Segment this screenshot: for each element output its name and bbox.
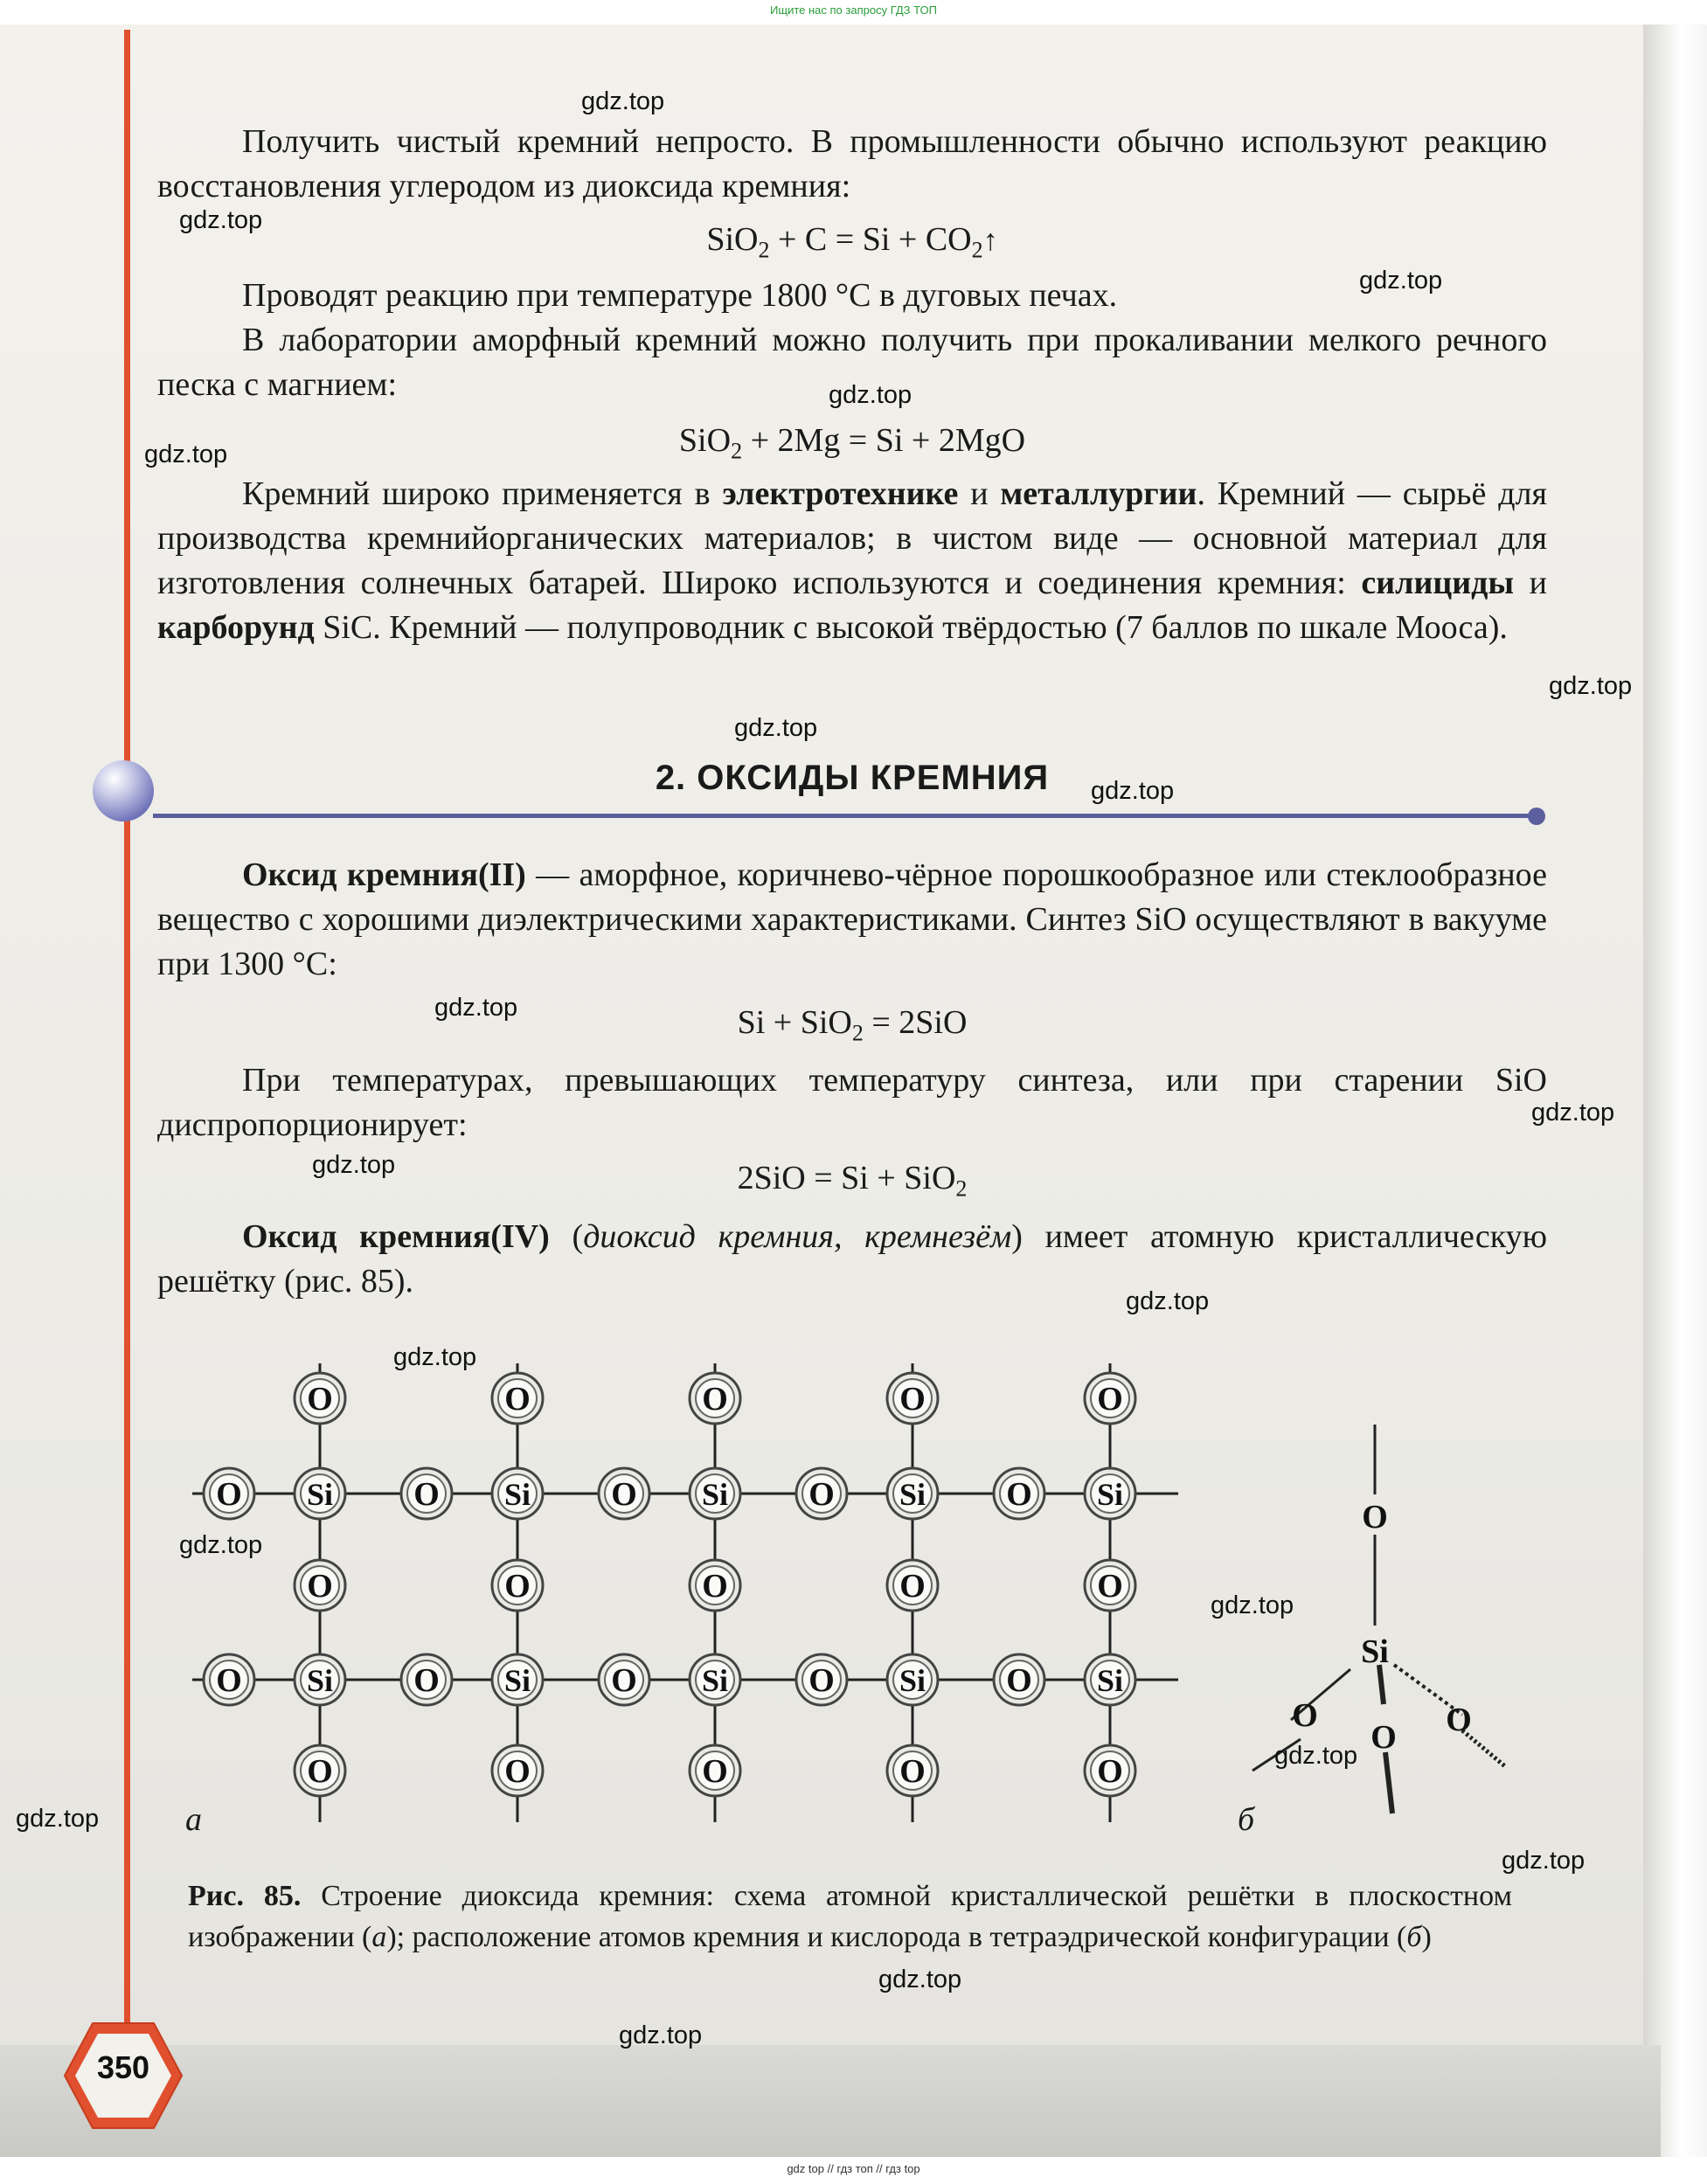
silicon-atom-label: Si <box>1096 1477 1124 1512</box>
watermark: gdz.top <box>179 206 263 234</box>
silicon-atom-label: Si <box>306 1477 334 1512</box>
intro-paragraph-4: Кремний широко применяется в электротехнике и металлургии. Кремний — сырьё для производства кремнийорганических материалов; в чистом виде — основной материал для изготовления солнечных батарей. Широко используются и соединения кремния: силициды и карборунд SiC. Кремний — полупроводник с высокой твёрдостью (7 баллов по шкале Мооса). <box>157 475 1547 646</box>
silicon-atom-label: Si <box>503 1663 531 1698</box>
oxygen-atom-label: O <box>504 1568 531 1605</box>
figure-caption: Рис. 85. Строение диоксида кремния: схема атомной кристаллической решётки в плоскостном изображении (а); расположение атомов кремния и кислорода в тетраэдрической конфигурации (б) <box>188 1880 1512 1953</box>
oxygen-atom-label: O <box>1006 1662 1032 1699</box>
oxygen-atom-label: O <box>413 1476 440 1513</box>
equation-magnesium-reduction: SiO$_2$ + 2Mg = Si + 2MgO <box>678 422 1026 464</box>
watermark: gdz.top <box>179 1531 263 1559</box>
figure-85 <box>175 1363 1538 1853</box>
equation-sio-synthesis: Si + SiO$_2$ = 2SiO <box>737 1004 968 1046</box>
section-heading: 2. ОКСИДЫ КРЕМНИЯ <box>655 759 1050 797</box>
intro-paragraph-2: Проводят реакцию при температуре 1800 °С в дуговых печах. <box>242 277 1118 314</box>
oxygen-atom-label: O <box>899 1753 926 1790</box>
silica-lattice-diagram <box>175 1363 1538 1853</box>
watermark: gdz.top <box>619 2021 703 2049</box>
page-bottom-shadow <box>0 2045 1661 2157</box>
silicon-atom-label: Si <box>899 1663 926 1698</box>
watermark: gdz.top <box>1502 1847 1586 1875</box>
equation-sio-disproportionation: 2SiO = Si + SiO$_2$ <box>737 1160 968 1202</box>
oxygen-atom-label: O <box>1097 1381 1123 1418</box>
oxygen-atom-label: O <box>702 1568 728 1605</box>
oxygen-atom-label: O <box>808 1476 835 1513</box>
oxygen-atom-label: O <box>808 1662 835 1699</box>
margin-red-line <box>124 30 130 2066</box>
figure-label-a: а <box>185 1801 202 1838</box>
watermark: gdz.top <box>581 87 665 115</box>
watermark: gdz.top <box>1531 1099 1615 1127</box>
oxygen-atom-label: O <box>1097 1568 1123 1605</box>
oxygen-atom-label: O <box>1097 1753 1123 1790</box>
oxygen-atom-label: O <box>899 1381 926 1418</box>
tetra-oxygen-left: O <box>1292 1697 1318 1734</box>
silicon-atom-label: Si <box>899 1477 926 1512</box>
watermark: gdz.top <box>1274 1742 1358 1770</box>
watermark: gdz.top <box>16 1805 100 1833</box>
silicon-atom-label: Si <box>503 1477 531 1512</box>
section-paragraph-2: При температурах, превышающих температуру синтеза, или при старении SiO диспропорционирует: <box>157 1062 1547 1143</box>
oxygen-atom-label: O <box>307 1568 333 1605</box>
watermark: gdz.top <box>1211 1591 1294 1619</box>
silicon-atom-label: Si <box>701 1663 729 1698</box>
oxygen-atom-label: O <box>899 1568 926 1605</box>
book-spine <box>1643 24 1707 2157</box>
equation-silica-reduction: $SiO_2 + C = Si + CO_2↑$ <box>706 221 998 263</box>
watermark: gdz.top <box>434 994 518 1022</box>
silicon-atom-label: Si <box>701 1477 729 1512</box>
watermark: gdz.top <box>1091 777 1175 805</box>
silicon-atom-label: Si <box>306 1663 334 1698</box>
tetra-oxygen-front: O <box>1370 1719 1397 1756</box>
watermark: gdz.top <box>312 1151 396 1179</box>
tetra-oxygen-right: O <box>1446 1702 1472 1738</box>
watermark: gdz.top <box>1126 1287 1210 1315</box>
oxygen-atom-label: O <box>1006 1476 1032 1513</box>
section-divider <box>153 814 1534 818</box>
intro-paragraph-3: В лаборатории аморфный кремний можно получить при прокаливании мелкого речного песка с магнием: <box>157 322 1547 403</box>
oxygen-atom-label: O <box>702 1381 728 1418</box>
watermark: gdz.top <box>1549 672 1633 700</box>
oxygen-atom-label: O <box>216 1476 242 1513</box>
page-number: 350 <box>96 2049 150 2085</box>
tetra-bond-front-tail <box>1385 1752 1392 1813</box>
oxygen-atom-label: O <box>504 1381 531 1418</box>
oxygen-atom-label: O <box>307 1753 333 1790</box>
watermark: gdz.top <box>1359 267 1443 295</box>
watermark: gdz.top <box>829 381 912 409</box>
oxygen-atom-label: O <box>702 1753 728 1790</box>
oxygen-atom-label: O <box>307 1381 333 1418</box>
bottom-banner[interactable]: gdz top // гдз топ // гдз top <box>787 2162 920 2175</box>
silicon-atom-label: Si <box>1096 1663 1124 1698</box>
oxygen-atom-label: O <box>413 1662 440 1699</box>
oxygen-atom-label: O <box>504 1753 531 1790</box>
tetra-bond-front <box>1379 1665 1384 1704</box>
oxygen-atom-label: O <box>216 1662 242 1699</box>
figure-label-b: б <box>1238 1801 1255 1838</box>
section-bullet-icon <box>93 760 154 822</box>
top-banner[interactable]: Ищите нас по запросу ГДЗ ТОП <box>770 3 937 17</box>
section-paragraph-1: Оксид кремния(II) — аморфное, коричнево-чёрное порошкообразное или стеклообразное вещество с хорошими диэлектрическими характеристиками. Синтез SiO осуществляют в вакууме при 1300 °С: <box>157 856 1547 982</box>
tetra-oxygen-top: O <box>1362 1499 1388 1536</box>
watermark: gdz.top <box>734 714 818 742</box>
watermark: gdz.top <box>878 1966 962 1993</box>
section-paragraph-3: Оксид кремния(IV) (диоксид кремния, кремнезём) имеет атомную кристаллическую решётку (рис. 85). <box>157 1218 1548 1300</box>
oxygen-atom-label: O <box>611 1476 637 1513</box>
tetra-silicon-center: Si <box>1361 1633 1389 1670</box>
watermark: gdz.top <box>144 440 228 468</box>
section-divider-end-dot <box>1528 808 1545 825</box>
watermark: gdz.top <box>393 1343 477 1371</box>
intro-paragraph-1: Получить чистый кремний непросто. В промышленности обычно используют реакцию восстановления углеродом из диоксида кремния: <box>157 123 1547 205</box>
oxygen-atom-label: O <box>611 1662 637 1699</box>
